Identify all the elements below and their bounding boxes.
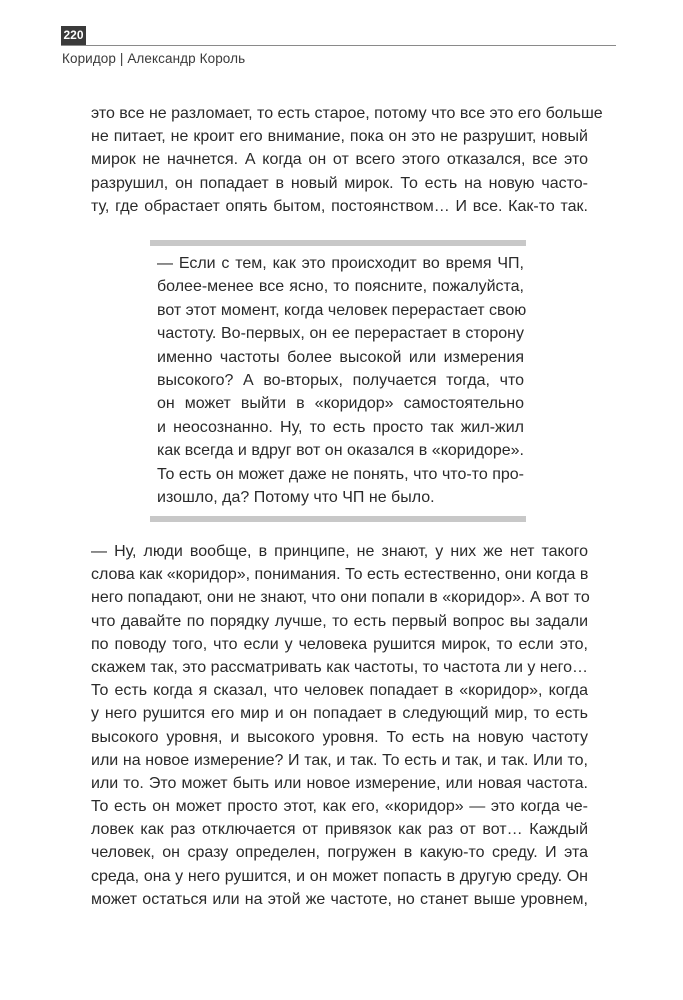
quote-line: вот этот момент, когда человек перерастает свою bbox=[157, 301, 527, 319]
text-line: это все не разломает, то есть старое, потому что все это его больше bbox=[91, 105, 603, 122]
running-head: Коридор | Александр Король bbox=[62, 51, 246, 66]
text-line: высокого уровня, и высокого уровня. То есть на новую частоту bbox=[91, 728, 588, 746]
text-line: не питает, не кроит его внимание, пока он это не разрушит, новый bbox=[91, 128, 588, 146]
quote-line: как всегда и вдруг вот он оказался в «коридоре». bbox=[157, 442, 524, 460]
paragraph-1 bbox=[91, 102, 603, 218]
text-line: скажем так, это рассматривать как частоты, то частота ли у него… bbox=[91, 658, 588, 676]
quote-line: — Если с тем, как это происходит во время ЧП, bbox=[157, 255, 524, 272]
text-line: среда, она у него рушится, и он может попасть в другую среду. Он bbox=[91, 867, 588, 885]
text-line: у него рушится его мир и он попадает в следующий мир, то есть bbox=[91, 705, 588, 723]
text-line: ту, где обрастает опять бытом, постоянством… И все. Как-то так. bbox=[91, 197, 588, 215]
quote-line: высокого? А во-вторых, получается тогда, что bbox=[157, 371, 524, 389]
text-line: разрушил, он попадает в новый мирок. То есть на новую часто- bbox=[91, 174, 588, 192]
page-number: 220 bbox=[61, 26, 86, 45]
paragraph-2 bbox=[91, 540, 588, 911]
text-line: или то. Это может быть или новое измерение, или новая частота. bbox=[91, 774, 588, 792]
quote-bottom-rule bbox=[150, 516, 526, 522]
text-line: или на новое измерение? И так, и так. То есть и так, и так. Или то, bbox=[91, 751, 588, 769]
interview-question bbox=[157, 252, 527, 509]
quote-line: частоту. Во-первых, он ее перерастает в сторону bbox=[157, 325, 524, 343]
text-line: мирок не начнется. А когда он от всего этого отказался, все это bbox=[91, 151, 588, 169]
quote-line: именно частоты более высокой или измерения bbox=[157, 348, 524, 366]
text-line: ловек как раз отключается от привязок как раз от вот… Каждый bbox=[91, 821, 588, 839]
quote-top-rule bbox=[150, 240, 526, 246]
text-line: То есть когда я сказал, что человек попадает в «коридор», когда bbox=[91, 682, 588, 700]
text-line: может остаться или на этой же частоте, но станет выше уровнем, bbox=[91, 890, 588, 908]
text-line: — Ну, люди вообще, в принципе, не знают, у них же нет такого bbox=[91, 543, 588, 560]
header-rule bbox=[61, 45, 616, 46]
quote-line: он может выйти в «коридор» самостоятельно bbox=[157, 395, 524, 413]
text-line: человек, он сразу определен, погружен в какую-то среду. И эта bbox=[91, 844, 588, 862]
quote-line: То есть он может даже не понять, что что-то про- bbox=[157, 465, 524, 483]
text-line: него попадают, они не знают, что они попали в «коридор». А вот то bbox=[91, 589, 590, 607]
text-line: слова как «коридор», понимания. То есть естественно, они когда в bbox=[91, 566, 589, 584]
quote-line: изошло, да? Потому что ЧП не было. bbox=[157, 488, 435, 506]
text-line: То есть он может просто этот, как его, «коридор» — это когда че- bbox=[91, 798, 588, 816]
quote-line: более-менее все ясно, то поясните, пожалуйста, bbox=[157, 278, 524, 296]
text-line: по поводу того, что если у человека рушится мирок, то если это, bbox=[91, 635, 588, 653]
text-line: что давайте по порядку лучше, то есть первый вопрос вы задали bbox=[91, 612, 588, 630]
quote-line: и неосознанно. Ну, то есть просто так жил-жил bbox=[157, 418, 524, 436]
